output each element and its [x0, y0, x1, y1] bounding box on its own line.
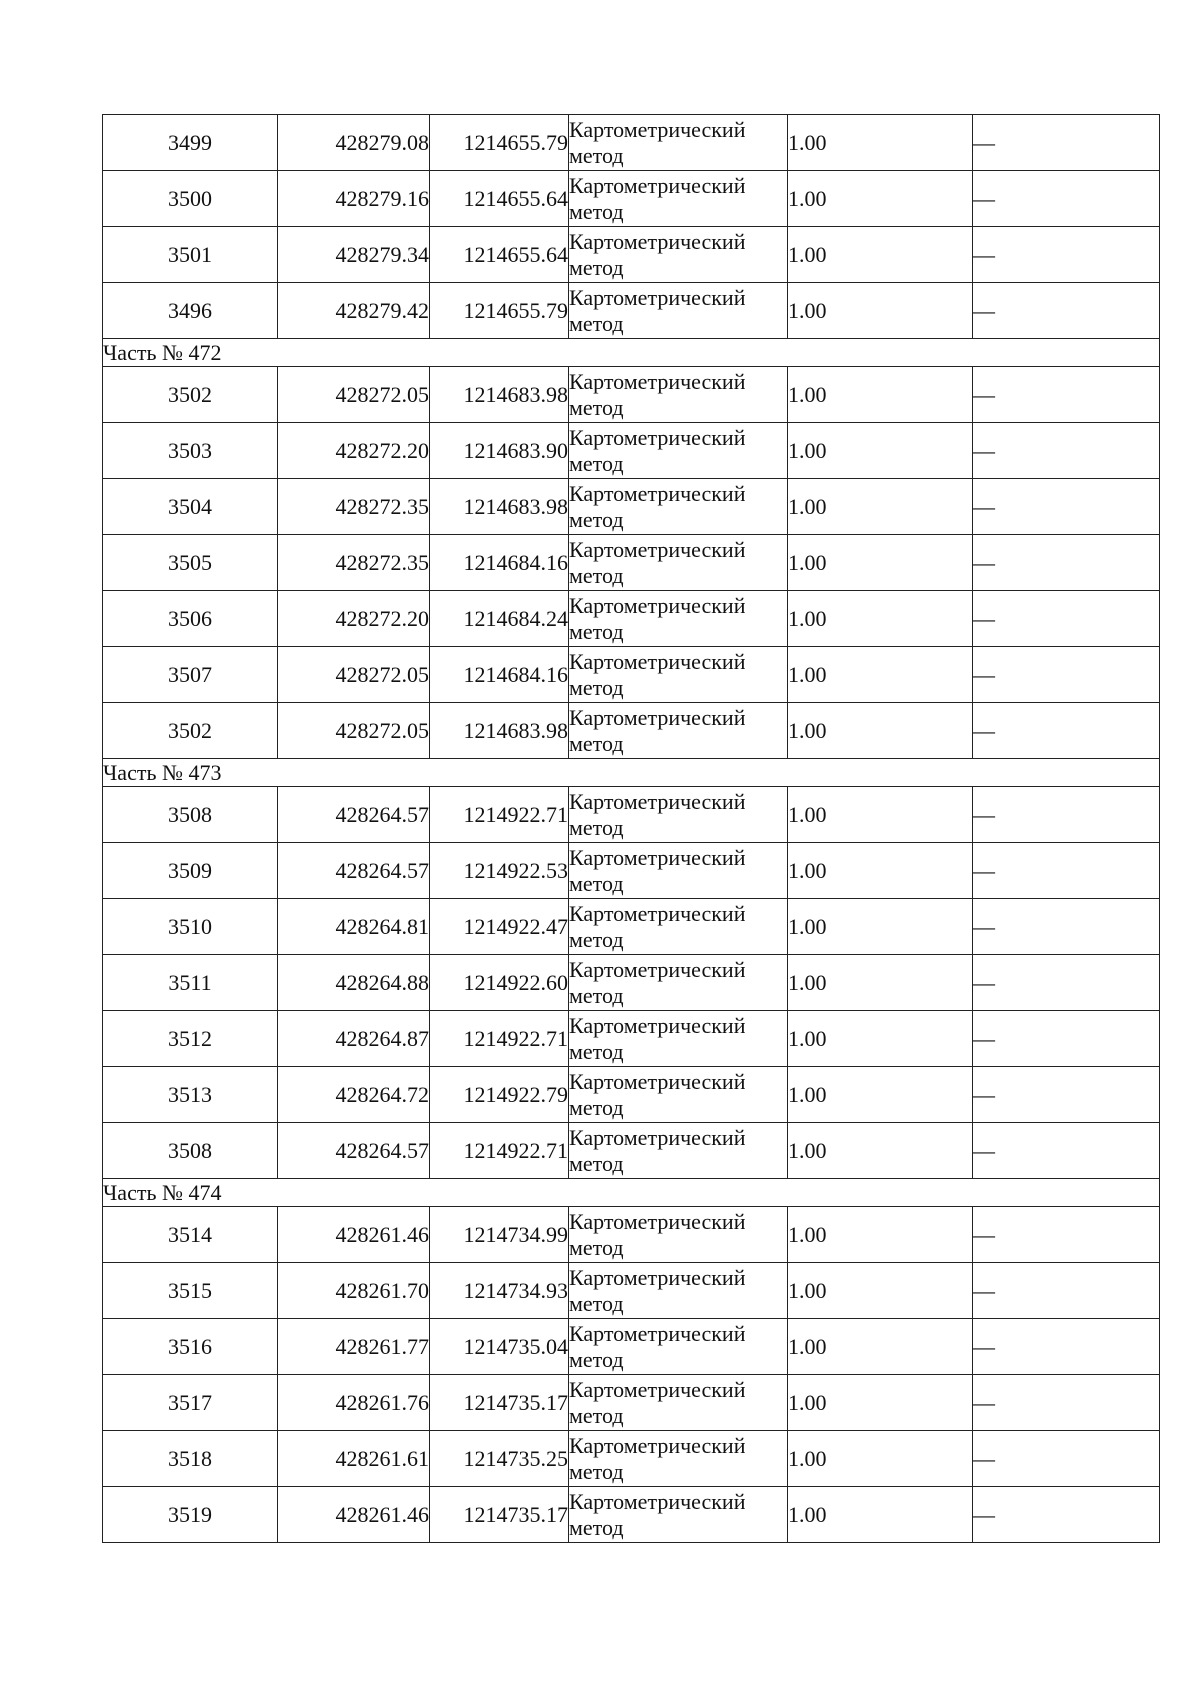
table-row: [103, 955, 1160, 1011]
point-number: 3502: [103, 703, 278, 759]
coord-x: 428264.88: [278, 955, 430, 1011]
method-line-1: Картометрический: [569, 1320, 746, 1346]
description-dash: —: [973, 283, 1160, 339]
method-line-2: метод: [569, 1402, 624, 1428]
coord-y: 1214922.79: [430, 1067, 569, 1123]
method-cell: [569, 535, 788, 591]
table-row: [103, 1431, 1160, 1487]
method-cell: [569, 647, 788, 703]
accuracy: 1.00: [788, 227, 973, 283]
table-row: [103, 647, 1160, 703]
coord-y: 1214735.17: [430, 1375, 569, 1431]
table-row: [103, 1263, 1160, 1319]
coord-y: 1214683.98: [430, 367, 569, 423]
point-number: 3513: [103, 1067, 278, 1123]
description-dash: —: [973, 1263, 1160, 1319]
description-dash: —: [973, 171, 1160, 227]
accuracy: 1.00: [788, 591, 973, 647]
coord-x: 428272.35: [278, 479, 430, 535]
description-dash: —: [973, 1375, 1160, 1431]
coord-x: 428272.05: [278, 703, 430, 759]
part-header-row: [103, 339, 1160, 367]
coord-y: 1214683.98: [430, 703, 569, 759]
method-line-1: Картометрический: [569, 1432, 746, 1458]
table-row: [103, 171, 1160, 227]
coord-x: 428279.08: [278, 115, 430, 171]
table-row: [103, 787, 1160, 843]
accuracy: 1.00: [788, 283, 973, 339]
method-line-1: Картометрический: [569, 1488, 746, 1514]
description-dash: —: [973, 899, 1160, 955]
method-line-1: Картометрический: [569, 1264, 746, 1290]
method-line-2: метод: [569, 870, 624, 896]
point-number: 3505: [103, 535, 278, 591]
point-number: 3508: [103, 1123, 278, 1179]
method-line-1: Картометрический: [569, 592, 746, 618]
table-row: [103, 899, 1160, 955]
method-line-2: метод: [569, 618, 624, 644]
method-cell: [569, 227, 788, 283]
point-number: 3508: [103, 787, 278, 843]
method-cell: [569, 1431, 788, 1487]
method-cell: [569, 1067, 788, 1123]
table-row: [103, 1123, 1160, 1179]
table-row: [103, 423, 1160, 479]
coord-y: 1214735.25: [430, 1431, 569, 1487]
description-dash: —: [973, 1487, 1160, 1543]
table-row: [103, 1011, 1160, 1067]
description-dash: —: [973, 479, 1160, 535]
table-row: [103, 591, 1160, 647]
method-line-1: Картометрический: [569, 480, 746, 506]
table-row: [103, 535, 1160, 591]
coord-y: 1214683.98: [430, 479, 569, 535]
accuracy: 1.00: [788, 1319, 973, 1375]
point-number: 3504: [103, 479, 278, 535]
part-header-row: [103, 1179, 1160, 1207]
accuracy: 1.00: [788, 1375, 973, 1431]
table-row: [103, 1375, 1160, 1431]
coord-y: 1214683.90: [430, 423, 569, 479]
method-line-2: метод: [569, 926, 624, 952]
coord-y: 1214735.17: [430, 1487, 569, 1543]
method-line-1: Картометрический: [569, 648, 746, 674]
coord-y: 1214655.79: [430, 115, 569, 171]
coord-y: 1214922.71: [430, 1123, 569, 1179]
method-cell: [569, 367, 788, 423]
coord-x: 428279.42: [278, 283, 430, 339]
part-label: Часть № 474: [103, 1179, 1160, 1207]
accuracy: 1.00: [788, 171, 973, 227]
point-number: 3499: [103, 115, 278, 171]
coord-y: 1214655.79: [430, 283, 569, 339]
accuracy: 1.00: [788, 955, 973, 1011]
method-cell: [569, 1375, 788, 1431]
accuracy: 1.00: [788, 1487, 973, 1543]
coord-y: 1214734.93: [430, 1263, 569, 1319]
method-line-1: Картометрический: [569, 284, 746, 310]
coord-x: 428264.72: [278, 1067, 430, 1123]
accuracy: 1.00: [788, 367, 973, 423]
coord-y: 1214684.16: [430, 535, 569, 591]
coord-y: 1214735.04: [430, 1319, 569, 1375]
method-line-2: метод: [569, 982, 624, 1008]
table-row: [103, 479, 1160, 535]
description-dash: —: [973, 1067, 1160, 1123]
coord-y: 1214922.60: [430, 955, 569, 1011]
method-cell: [569, 1319, 788, 1375]
point-number: 3518: [103, 1431, 278, 1487]
point-number: 3510: [103, 899, 278, 955]
method-line-1: Картометрический: [569, 536, 746, 562]
method-line-1: Картометрический: [569, 704, 746, 730]
table-row: [103, 227, 1160, 283]
coord-x: 428264.57: [278, 787, 430, 843]
table-row: [103, 115, 1160, 171]
description-dash: —: [973, 1123, 1160, 1179]
method-line-1: Картометрический: [569, 1376, 746, 1402]
description-dash: —: [973, 115, 1160, 171]
table-row: [103, 283, 1160, 339]
method-line-1: Картометрический: [569, 1068, 746, 1094]
method-line-1: Картометрический: [569, 116, 746, 142]
method-cell: [569, 703, 788, 759]
method-cell: [569, 1263, 788, 1319]
accuracy: 1.00: [788, 647, 973, 703]
table-row: [103, 1319, 1160, 1375]
accuracy: 1.00: [788, 1123, 973, 1179]
method-line-2: метод: [569, 394, 624, 420]
coord-y: 1214684.16: [430, 647, 569, 703]
method-line-1: Картометрический: [569, 368, 746, 394]
part-header-row: [103, 759, 1160, 787]
point-number: 3511: [103, 955, 278, 1011]
method-line-1: Картометрический: [569, 788, 746, 814]
description-dash: —: [973, 591, 1160, 647]
accuracy: 1.00: [788, 479, 973, 535]
accuracy: 1.00: [788, 1207, 973, 1263]
method-cell: [569, 899, 788, 955]
description-dash: —: [973, 843, 1160, 899]
method-cell: [569, 171, 788, 227]
method-cell: [569, 423, 788, 479]
method-line-2: метод: [569, 814, 624, 840]
method-line-2: метод: [569, 1458, 624, 1484]
coord-y: 1214734.99: [430, 1207, 569, 1263]
method-line-2: метод: [569, 1290, 624, 1316]
coord-x: 428279.16: [278, 171, 430, 227]
method-cell: [569, 1011, 788, 1067]
method-line-1: Картометрический: [569, 900, 746, 926]
description-dash: —: [973, 227, 1160, 283]
coord-y: 1214655.64: [430, 171, 569, 227]
table-row: [103, 367, 1160, 423]
accuracy: 1.00: [788, 1431, 973, 1487]
method-cell: [569, 787, 788, 843]
method-line-2: метод: [569, 506, 624, 532]
point-number: 3501: [103, 227, 278, 283]
method-line-2: метод: [569, 674, 624, 700]
description-dash: —: [973, 647, 1160, 703]
table-row: [103, 703, 1160, 759]
description-dash: —: [973, 703, 1160, 759]
accuracy: 1.00: [788, 899, 973, 955]
coord-x: 428261.77: [278, 1319, 430, 1375]
description-dash: —: [973, 367, 1160, 423]
method-line-2: метод: [569, 1346, 624, 1372]
point-number: 3502: [103, 367, 278, 423]
part-label: Часть № 473: [103, 759, 1160, 787]
coord-x: 428264.81: [278, 899, 430, 955]
method-line-2: метод: [569, 730, 624, 756]
coord-y: 1214922.71: [430, 1011, 569, 1067]
method-cell: [569, 115, 788, 171]
method-line-2: метод: [569, 1038, 624, 1064]
coord-x: 428261.76: [278, 1375, 430, 1431]
method-line-2: метод: [569, 1150, 624, 1176]
coord-y: 1214922.71: [430, 787, 569, 843]
accuracy: 1.00: [788, 703, 973, 759]
accuracy: 1.00: [788, 115, 973, 171]
coord-x: 428279.34: [278, 227, 430, 283]
description-dash: —: [973, 1207, 1160, 1263]
method-line-1: Картометрический: [569, 1208, 746, 1234]
accuracy: 1.00: [788, 423, 973, 479]
point-number: 3517: [103, 1375, 278, 1431]
coord-x: 428261.46: [278, 1487, 430, 1543]
description-dash: —: [973, 955, 1160, 1011]
table-row: [103, 1067, 1160, 1123]
description-dash: —: [973, 1011, 1160, 1067]
coord-x: 428261.70: [278, 1263, 430, 1319]
method-line-1: Картометрический: [569, 228, 746, 254]
method-line-2: метод: [569, 142, 624, 168]
method-cell: [569, 591, 788, 647]
method-line-1: Картометрический: [569, 956, 746, 982]
method-line-1: Картометрический: [569, 1012, 746, 1038]
coord-y: 1214684.24: [430, 591, 569, 647]
point-number: 3503: [103, 423, 278, 479]
point-number: 3507: [103, 647, 278, 703]
coord-x: 428272.35: [278, 535, 430, 591]
description-dash: —: [973, 423, 1160, 479]
coord-y: 1214922.47: [430, 899, 569, 955]
accuracy: 1.00: [788, 1263, 973, 1319]
method-cell: [569, 1123, 788, 1179]
point-number: 3516: [103, 1319, 278, 1375]
table-row: [103, 1487, 1160, 1543]
point-number: 3509: [103, 843, 278, 899]
method-line-2: метод: [569, 1094, 624, 1120]
method-line-2: метод: [569, 254, 624, 280]
method-line-1: Картометрический: [569, 1124, 746, 1150]
accuracy: 1.00: [788, 843, 973, 899]
method-cell: [569, 283, 788, 339]
point-number: 3514: [103, 1207, 278, 1263]
method-cell: [569, 1487, 788, 1543]
coordinates-table: [102, 114, 1160, 1543]
accuracy: 1.00: [788, 535, 973, 591]
method-line-1: Картометрический: [569, 844, 746, 870]
accuracy: 1.00: [788, 1067, 973, 1123]
method-line-2: метод: [569, 562, 624, 588]
point-number: 3506: [103, 591, 278, 647]
coord-x: 428264.57: [278, 843, 430, 899]
coord-x: 428272.05: [278, 647, 430, 703]
coord-x: 428272.20: [278, 423, 430, 479]
method-line-2: метод: [569, 1234, 624, 1260]
method-line-1: Картометрический: [569, 172, 746, 198]
accuracy: 1.00: [788, 1011, 973, 1067]
method-line-2: метод: [569, 310, 624, 336]
method-cell: [569, 1207, 788, 1263]
point-number: 3500: [103, 171, 278, 227]
description-dash: —: [973, 1319, 1160, 1375]
description-dash: —: [973, 1431, 1160, 1487]
coord-x: 428261.46: [278, 1207, 430, 1263]
accuracy: 1.00: [788, 787, 973, 843]
coord-x: 428272.05: [278, 367, 430, 423]
method-cell: [569, 843, 788, 899]
coordinates-table-body: [103, 115, 1160, 1543]
method-cell: [569, 479, 788, 535]
table-row: [103, 843, 1160, 899]
method-line-2: метод: [569, 198, 624, 224]
coord-x: 428264.87: [278, 1011, 430, 1067]
point-number: 3519: [103, 1487, 278, 1543]
method-line-2: метод: [569, 1514, 624, 1540]
coord-x: 428261.61: [278, 1431, 430, 1487]
point-number: 3515: [103, 1263, 278, 1319]
point-number: 3496: [103, 283, 278, 339]
table-row: [103, 1207, 1160, 1263]
method-cell: [569, 955, 788, 1011]
description-dash: —: [973, 787, 1160, 843]
description-dash: —: [973, 535, 1160, 591]
coord-y: 1214655.64: [430, 227, 569, 283]
method-line-2: метод: [569, 450, 624, 476]
part-label: Часть № 472: [103, 339, 1160, 367]
coord-x: 428264.57: [278, 1123, 430, 1179]
coord-x: 428272.20: [278, 591, 430, 647]
coord-y: 1214922.53: [430, 843, 569, 899]
method-line-1: Картометрический: [569, 424, 746, 450]
point-number: 3512: [103, 1011, 278, 1067]
